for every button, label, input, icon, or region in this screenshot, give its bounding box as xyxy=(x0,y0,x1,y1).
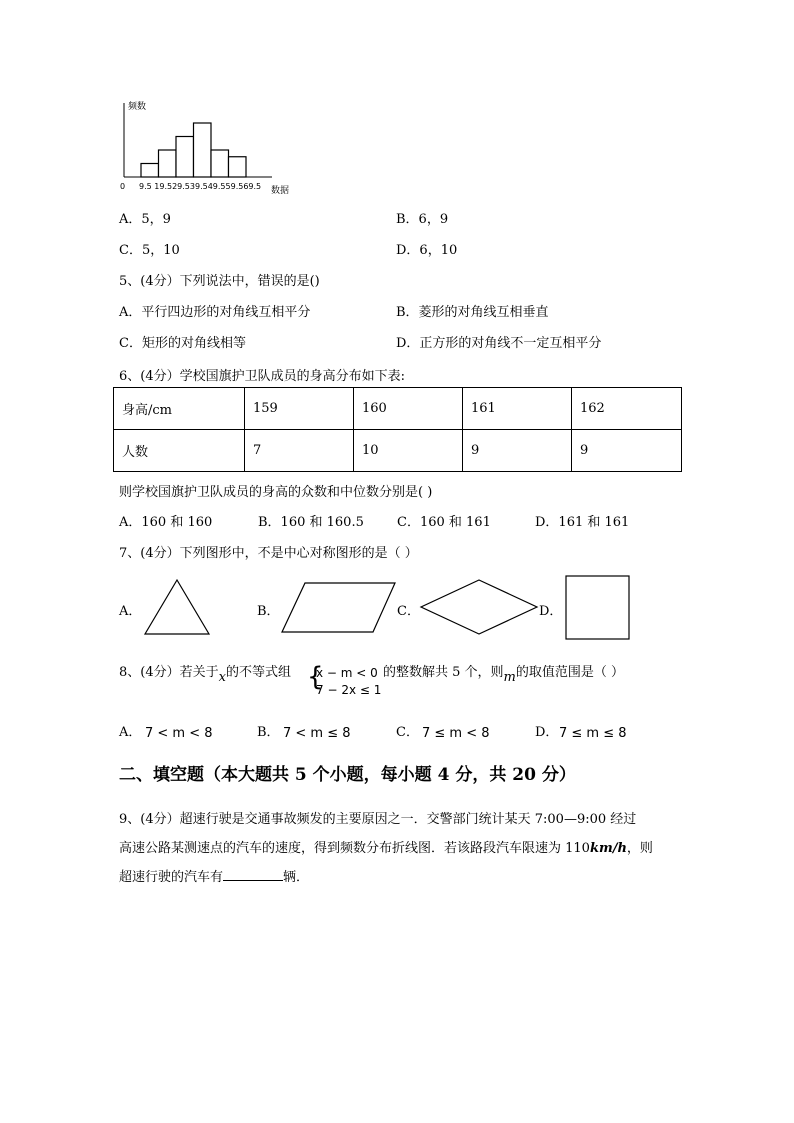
q8-option-b-label[interactable]: B． xyxy=(257,725,280,740)
q4-option-d[interactable]: D．6，10 xyxy=(396,243,458,258)
table-cell: 9 xyxy=(463,430,572,472)
q4-option-a[interactable]: A．5，9 xyxy=(119,212,171,227)
q5-option-a[interactable]: A．平行四边形的对角线互相平分 xyxy=(119,305,311,320)
q7-option-d-label[interactable]: D． xyxy=(539,604,563,619)
q5-stem: 5、(4分）下列说法中，错误的是() xyxy=(119,274,320,289)
q9-line-3 xyxy=(119,866,309,885)
q9-line-1: 9、(4分）超速行驶是交通事故频发的主要原因之一．交警部门统计某天 7:00—9:00 经过 xyxy=(119,812,637,827)
q7-option-c-label[interactable]: C． xyxy=(397,604,420,619)
q7-option-b-label[interactable]: B． xyxy=(257,604,280,619)
left-brace: { xyxy=(307,662,324,692)
q9-line-2-text: 高速公路某测速点的汽车的速度，得到频数分布折线图．若该路段汽车限速为 110 xyxy=(119,841,590,856)
table-cell: 160 xyxy=(354,388,463,430)
q8-option-c[interactable]: 7 ≤ m < 8 xyxy=(422,726,490,741)
table-cell: 159 xyxy=(245,388,354,430)
inequality-line-1: x − m < 0 xyxy=(316,666,378,680)
histogram-bar xyxy=(229,157,247,177)
table-cell: 10 xyxy=(354,430,463,472)
origin-label: 0 xyxy=(120,182,126,191)
table-row xyxy=(114,388,682,430)
q8-option-c-label[interactable]: C． xyxy=(396,725,419,740)
q8-option-d-label[interactable]: D． xyxy=(535,725,559,740)
q5-option-c[interactable]: C．矩形的对角线相等 xyxy=(119,336,246,351)
table-cell: 人数 xyxy=(114,430,245,472)
table-cell: 身高/cm xyxy=(114,388,245,430)
q9-line-2-end: ，则 xyxy=(626,841,653,856)
q5-option-d[interactable]: D．正方形的对角线不一定互相平分 xyxy=(396,336,602,351)
inequality-line-2: 7 − 2x ≤ 1 xyxy=(316,683,382,697)
q6-option-b[interactable]: B．160 和 160.5 xyxy=(258,515,364,530)
tick-labels: 9.5 19.529.539.549.559.569.5 xyxy=(139,182,262,191)
histogram-bar xyxy=(211,150,229,177)
height-distribution-table xyxy=(113,387,682,472)
q8-var-m: m xyxy=(503,670,516,685)
q8-var-x: x xyxy=(218,670,226,685)
table-cell: 161 xyxy=(463,388,572,430)
q6-option-d[interactable]: D．161 和 161 xyxy=(535,515,630,530)
table-cell: 7 xyxy=(245,430,354,472)
q6-stem: 6、(4分）学校国旗护卫队成员的身高分布如下表: xyxy=(119,369,405,384)
histogram-bar xyxy=(159,150,177,177)
histogram-ylabel: 频数 xyxy=(128,102,147,112)
q8-prefix: 8、(4分）若关于 xyxy=(119,665,219,680)
histogram-xlabel: 数据 xyxy=(271,186,290,196)
q6-option-c[interactable]: C．160 和 161 xyxy=(397,515,491,530)
answer-blank[interactable] xyxy=(223,868,283,881)
q8-suffix: 的整数解共 5 个，则 xyxy=(383,665,504,680)
speed-unit: km/h xyxy=(589,841,627,856)
q9-line-2 xyxy=(119,837,653,856)
q7-option-a-label[interactable]: A． xyxy=(119,604,142,619)
q8-option-b[interactable]: 7 < m ≤ 8 xyxy=(283,726,351,741)
q5-option-b[interactable]: B．菱形的对角线互相垂直 xyxy=(396,305,549,320)
q6-follow: 则学校国旗护卫队成员的身高的众数和中位数分别是( ) xyxy=(119,485,433,500)
q8-tail xyxy=(383,661,625,685)
q4-option-c[interactable]: C．5，10 xyxy=(119,243,180,258)
table-cell: 162 xyxy=(572,388,682,430)
q9-line-3-end: 辆． xyxy=(283,870,310,885)
q9-line-3-text: 超速行驶的汽车有 xyxy=(119,870,224,885)
q8-option-a[interactable]: 7 < m < 8 xyxy=(145,726,213,741)
frequency-histogram xyxy=(0,0,794,200)
q6-option-a[interactable]: A．160 和 160 xyxy=(119,515,213,530)
q8-option-a-label[interactable]: A． xyxy=(119,725,142,740)
section-heading: 二、填空题（本大题共 5 个小题，每小题 4 分，共 20 分） xyxy=(119,765,576,785)
table-cell: 9 xyxy=(572,430,682,472)
q8-mid: 的不等式组 xyxy=(225,665,291,680)
histogram-bar xyxy=(194,123,212,177)
histogram-bar xyxy=(176,137,194,178)
q8-option-d[interactable]: 7 ≤ m ≤ 8 xyxy=(559,726,627,741)
table-row xyxy=(114,430,682,472)
histogram-bar xyxy=(141,164,159,178)
q4-option-b[interactable]: B．6，9 xyxy=(396,212,449,227)
q8-stem xyxy=(119,661,291,685)
q7-stem: 7、(4分）下列图形中，不是中心对称图形的是（ ） xyxy=(119,546,418,561)
q8-end: 的取值范围是（ ） xyxy=(515,665,625,680)
